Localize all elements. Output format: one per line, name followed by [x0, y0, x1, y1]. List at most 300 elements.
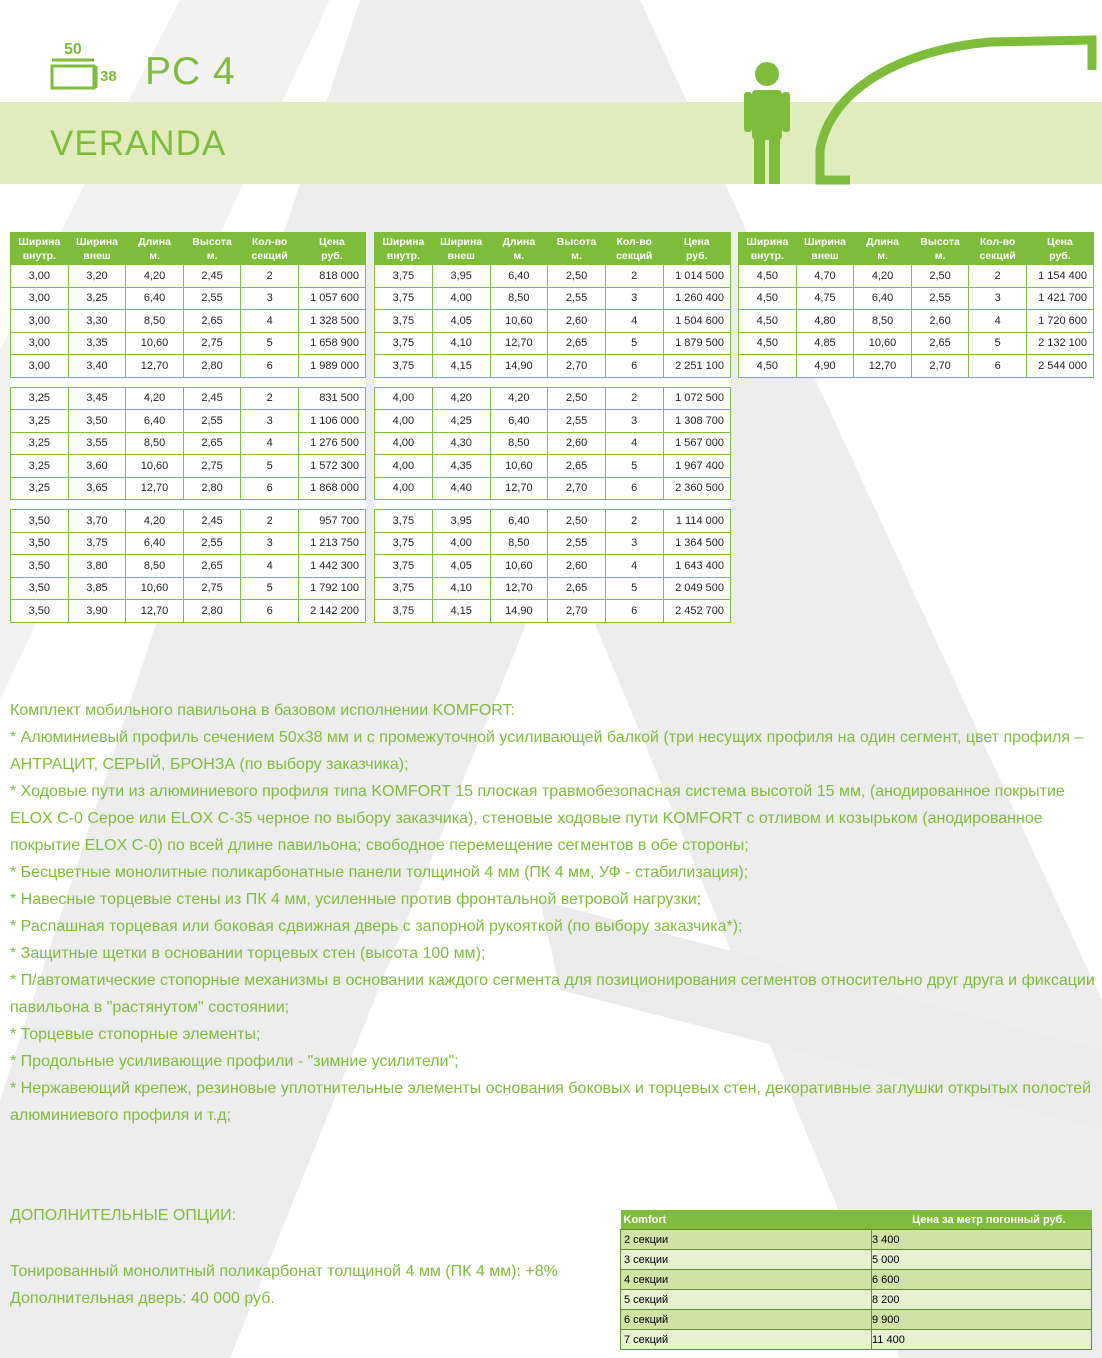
- table-cell: 2,55: [183, 532, 241, 555]
- column-header: [739, 233, 797, 265]
- header-line-2: м.: [934, 249, 946, 262]
- table-cell: 3: [241, 410, 299, 433]
- price-cell: 831 500: [298, 387, 365, 410]
- table-cell: 6,40: [126, 532, 183, 555]
- table-cell: 3,00: [11, 310, 69, 333]
- price-cell: 1 567 000: [663, 432, 730, 455]
- table-cell: 4,20: [126, 510, 183, 533]
- price-cell: 1 504 600: [663, 310, 730, 333]
- table-cell: 4,15: [432, 600, 490, 623]
- header-line-1: Длина: [866, 235, 899, 248]
- table-row: [375, 287, 731, 310]
- description-line: * Ходовые пути из алюминиевого профиля типа KOMFORT 15 плоская травмобезопасная система высотой 15 мм, (анодированное покрытие ELOX C-0 Серое или ELOX C-35 черное по выбору заказчика), стеновые ходовые пути KOMFORT с отливом и козырьком (анодированное покрытие ELOX C-0) по всей длине павильона; свободное перемещение сегментов в обе стороны;: [10, 783, 1065, 854]
- table-cell: 6: [969, 355, 1027, 378]
- table-cell: 3,00: [11, 332, 69, 355]
- table-cell: 6: [241, 600, 299, 623]
- table-cell: 2,70: [911, 355, 969, 378]
- table-cell: 4,70: [796, 265, 854, 288]
- column-header: [432, 233, 490, 265]
- table-row: [375, 600, 731, 623]
- table-cell: 3,50: [68, 410, 126, 433]
- table-cell: 2: [969, 265, 1027, 288]
- price-cell: 1 213 750: [298, 532, 365, 555]
- table-cell: 4,20: [126, 265, 183, 288]
- kit-description: [10, 697, 1100, 1129]
- description-line: * Алюминиевый профиль сечением 50х38 мм и с промежуточной усиливающей балкой (три несущих профиля на один сегмент, цвет профиля – АНТРАЦИТ, СЕРЫЙ, БРОНЗА (по выбору заказчика);: [10, 729, 1084, 773]
- table-cell: 2,80: [183, 355, 241, 378]
- table-cell: 3,75: [375, 287, 433, 310]
- table-cell: 3,70: [68, 510, 126, 533]
- table-cell: 3,45: [68, 387, 126, 410]
- logo-side-value: 38: [100, 68, 117, 85]
- table-cell: 8,50: [854, 310, 911, 333]
- column-header: [490, 233, 548, 265]
- table-cell: 6: [241, 355, 299, 378]
- description-line: * Продольные усиливающие профили - "зимние усилители";: [10, 1053, 459, 1070]
- table-cell: 4,10: [432, 577, 490, 600]
- table-row: [11, 577, 366, 600]
- column-header: [68, 233, 126, 265]
- table-cell: 4,00: [432, 287, 490, 310]
- description-line: * Защитные щетки в основании торцевых стен (высота 100 мм);: [10, 945, 486, 962]
- table-cell: 2,75: [183, 332, 241, 355]
- table-row: [375, 432, 731, 455]
- block-gap: [11, 377, 366, 387]
- table-cell: 8,50: [490, 532, 548, 555]
- table-cell: 5: [241, 577, 299, 600]
- column-header: [663, 233, 730, 265]
- price-cell: 1 720 600: [1026, 310, 1093, 333]
- table-cell: 2,70: [548, 355, 606, 378]
- table-row: [739, 287, 1094, 310]
- komfort-price: 9 900: [872, 1310, 1092, 1330]
- header-line-1: Длина: [138, 235, 171, 248]
- header-line-1: Ширина: [18, 235, 61, 248]
- table-cell: 2,60: [911, 310, 969, 333]
- table-cell: 4,85: [796, 332, 854, 355]
- table-cell: 4,40: [432, 477, 490, 500]
- table-cell: 4,00: [432, 532, 490, 555]
- price-cell: 1 643 400: [663, 555, 730, 578]
- table-cell: 4: [969, 310, 1027, 333]
- table-cell: 6,40: [490, 410, 548, 433]
- price-cell: 1 072 500: [663, 387, 730, 410]
- table-cell: 3,25: [11, 387, 69, 410]
- table-cell: 6,40: [126, 410, 183, 433]
- table-cell: 2,45: [183, 265, 241, 288]
- table-row: [11, 410, 366, 433]
- table-cell: 3,50: [11, 555, 69, 578]
- column-header: [11, 233, 69, 265]
- header-line-1: Ширина: [803, 235, 847, 248]
- header-line-2: внутр.: [386, 249, 420, 262]
- column-header: [298, 233, 365, 265]
- table-cell: 10,60: [490, 555, 548, 578]
- header-line-2: м.: [877, 249, 888, 262]
- table-cell: 4,05: [432, 555, 490, 578]
- header-line-1: Ширина: [75, 235, 119, 248]
- table-cell: 3,75: [375, 532, 433, 555]
- header-line-2: секций: [979, 249, 1016, 262]
- table-cell: 3,80: [68, 555, 126, 578]
- table-row: [11, 310, 366, 333]
- description-line: * Нержавеющий крепеж, резиновые уплотнительные элементы основания боковых и торцевых стен, декоративные заглушки открытых полостей алюминиевого профиля и т.д;: [10, 1080, 1092, 1124]
- column-header: [1026, 233, 1093, 265]
- price-cell: 1 879 500: [663, 332, 730, 355]
- description-line: * П/автоматические стопорные механизмы в основании каждого сегмента для позиционирования сегментов относительно друг друга и фиксации павильона в "растянутом" состоянии;: [10, 972, 1095, 1016]
- table-cell: 10,60: [126, 577, 183, 600]
- table-row: [375, 387, 731, 410]
- deco-illustration: [740, 30, 1102, 190]
- price-cell: 1 442 300: [298, 555, 365, 578]
- table-cell: 4,30: [432, 432, 490, 455]
- table-cell: 10,60: [490, 310, 548, 333]
- table-cell: 6,40: [126, 287, 183, 310]
- table-cell: 3,75: [375, 332, 433, 355]
- table-cell: 8,50: [490, 432, 548, 455]
- table-row: [11, 332, 366, 355]
- table-cell: 3,75: [375, 555, 433, 578]
- komfort-sections: 4 секции: [621, 1270, 872, 1290]
- column-header: [183, 233, 241, 265]
- table-row: [11, 555, 366, 578]
- table-cell: 3,65: [68, 477, 126, 500]
- table-row: [11, 387, 366, 410]
- table-row: [11, 455, 366, 478]
- table-cell: 4,20: [126, 387, 183, 410]
- table-cell: 2,60: [548, 310, 606, 333]
- header-line-2: м.: [571, 249, 582, 262]
- table-row: [375, 577, 731, 600]
- table-cell: 6: [605, 600, 663, 623]
- table-cell: 4: [241, 432, 299, 455]
- table-cell: 4,00: [375, 432, 433, 455]
- table-cell: 2: [241, 387, 299, 410]
- header-line-1: Кол-во: [616, 235, 652, 248]
- komfort-row: [621, 1290, 1092, 1310]
- table-cell: 2,75: [183, 455, 241, 478]
- block-gap: [375, 500, 731, 510]
- option-line: Тонированный монолитный поликарбонат толщиной 4 мм (ПК 4 мм): +8%: [10, 1263, 558, 1280]
- table-cell: 3: [605, 532, 663, 555]
- table-cell: 4,20: [432, 387, 490, 410]
- table-row: [739, 332, 1094, 355]
- price-table-middle: [374, 232, 731, 623]
- table-cell: 4,20: [854, 265, 911, 288]
- table-cell: 2,55: [183, 410, 241, 433]
- table-cell: 4,00: [375, 387, 433, 410]
- price-cell: 1 260 400: [663, 287, 730, 310]
- table-cell: 3,75: [375, 600, 433, 623]
- table-cell: 3,25: [11, 410, 69, 433]
- table-cell: 4,50: [739, 332, 797, 355]
- table-cell: 4,90: [796, 355, 854, 378]
- table-cell: 2,60: [548, 555, 606, 578]
- table-cell: 2,65: [548, 332, 606, 355]
- table-cell: 4,50: [739, 287, 797, 310]
- header-line-2: внеш: [447, 249, 475, 262]
- table-cell: 2,65: [548, 577, 606, 600]
- table-cell: 3,75: [375, 510, 433, 533]
- table-cell: 3,75: [375, 310, 433, 333]
- table-cell: 3,85: [68, 577, 126, 600]
- komfort-sections: 6 секций: [621, 1310, 872, 1330]
- table-cell: 4: [605, 555, 663, 578]
- table-cell: 3,50: [11, 510, 69, 533]
- table-cell: 4,00: [375, 410, 433, 433]
- header-line-2: секций: [616, 249, 653, 262]
- table-cell: 3,25: [68, 287, 126, 310]
- table-row: [11, 477, 366, 500]
- header-line-1: Ширина: [440, 235, 483, 248]
- table-row: [375, 532, 731, 555]
- price-table-left: [10, 232, 366, 623]
- series-title: VERANDA: [50, 124, 227, 163]
- table-row: [375, 355, 731, 378]
- table-cell: 3: [969, 287, 1027, 310]
- table-cell: 2,55: [548, 287, 606, 310]
- table-cell: 3,30: [68, 310, 126, 333]
- table-cell: 4,50: [739, 310, 797, 333]
- table-cell: 6,40: [854, 287, 911, 310]
- table-row: [375, 455, 731, 478]
- komfort-row: [621, 1250, 1092, 1270]
- price-cell: 1 328 500: [298, 310, 365, 333]
- price-cell: 1 364 500: [663, 532, 730, 555]
- header-line-2: м.: [149, 249, 160, 262]
- price-cell: 1 658 900: [298, 332, 365, 355]
- table-cell: 3,55: [68, 432, 126, 455]
- table-cell: 3,95: [432, 510, 490, 533]
- table-cell: 3: [241, 287, 299, 310]
- komfort-row: [621, 1330, 1092, 1350]
- header-line-1: Длина: [502, 235, 536, 248]
- table-row: [375, 332, 731, 355]
- price-cell: 2 360 500: [663, 477, 730, 500]
- komfort-row: [621, 1270, 1092, 1290]
- header-line-1: Цена: [1047, 235, 1073, 248]
- table-cell: 6: [605, 477, 663, 500]
- table-row: [11, 287, 366, 310]
- table-cell: 12,70: [490, 332, 548, 355]
- column-header: [911, 233, 969, 265]
- table-cell: 4,00: [375, 455, 433, 478]
- column-header: [605, 233, 663, 265]
- table-cell: 6,40: [490, 510, 548, 533]
- header-line-2: м.: [206, 249, 218, 262]
- table-cell: 2,80: [183, 477, 241, 500]
- price-cell: 1 792 100: [298, 577, 365, 600]
- table-cell: 2,65: [548, 455, 606, 478]
- komfort-sections: 5 секций: [621, 1290, 872, 1310]
- table-cell: 2: [241, 510, 299, 533]
- table-row: [375, 310, 731, 333]
- header-line-1: Цена: [319, 235, 345, 248]
- price-cell: 1 967 400: [663, 455, 730, 478]
- table-cell: 3,50: [11, 600, 69, 623]
- table-cell: 2,55: [911, 287, 969, 310]
- table-cell: 2,65: [183, 310, 241, 333]
- column-header: [375, 233, 433, 265]
- table-row: [739, 310, 1094, 333]
- table-cell: 3,25: [11, 432, 69, 455]
- table-cell: 2,55: [548, 410, 606, 433]
- table-row: [11, 355, 366, 378]
- table-cell: 2,55: [183, 287, 241, 310]
- profile-section-icon: [50, 38, 140, 99]
- table-cell: 12,70: [126, 355, 183, 378]
- price-cell: 957 700: [298, 510, 365, 533]
- option-line: Дополнительная дверь: 40 000 руб.: [10, 1290, 275, 1307]
- table-row: [11, 510, 366, 533]
- komfort-sections: 2 секции: [621, 1230, 872, 1250]
- table-row: [11, 432, 366, 455]
- column-header: [241, 233, 299, 265]
- price-cell: 1 154 400: [1026, 265, 1093, 288]
- model-title: PC 4: [145, 50, 236, 93]
- table-cell: 4,25: [432, 410, 490, 433]
- options-list: [10, 1258, 570, 1312]
- table-cell: 4,10: [432, 332, 490, 355]
- table-row: [739, 265, 1094, 288]
- table-cell: 3,35: [68, 332, 126, 355]
- table-cell: 3,00: [11, 287, 69, 310]
- table-cell: 14,90: [490, 355, 548, 378]
- table-cell: 8,50: [126, 432, 183, 455]
- price-cell: 1 421 700: [1026, 287, 1093, 310]
- table-cell: 2: [241, 265, 299, 288]
- table-cell: 3,00: [11, 355, 69, 378]
- table-cell: 3,20: [68, 265, 126, 288]
- table-cell: 2: [605, 510, 663, 533]
- table-cell: 5: [605, 332, 663, 355]
- header-line-2: внеш: [83, 249, 111, 262]
- table-cell: 3: [241, 532, 299, 555]
- table-row: [375, 510, 731, 533]
- table-row: [375, 410, 731, 433]
- table-cell: 12,70: [126, 600, 183, 623]
- description-line: * Бесцветные монолитные поликарбонатные панели толщиной 4 мм (ПК 4 мм, УФ - стабилизация);: [10, 864, 749, 881]
- table-cell: 4: [241, 555, 299, 578]
- header-line-2: секций: [251, 249, 288, 262]
- table-cell: 3,50: [11, 577, 69, 600]
- column-header: [126, 233, 183, 265]
- table-cell: 3,50: [11, 532, 69, 555]
- header-line-2: руб.: [686, 249, 708, 262]
- table-cell: 3,75: [375, 355, 433, 378]
- description-line: * Распашная торцевая или боковая сдвижная дверь с запорной рукояткой (по выбору заказчика*);: [10, 918, 743, 935]
- table-cell: 2,50: [548, 510, 606, 533]
- column-header: [969, 233, 1027, 265]
- table-cell: 3,75: [68, 532, 126, 555]
- price-cell: 2 251 100: [663, 355, 730, 378]
- price-cell: 1 572 300: [298, 455, 365, 478]
- table-cell: 2,50: [548, 387, 606, 410]
- table-cell: 4,75: [796, 287, 854, 310]
- komfort-price-table: [620, 1210, 1092, 1350]
- table-cell: 4,15: [432, 355, 490, 378]
- komfort-row: [621, 1310, 1092, 1330]
- table-cell: 3,25: [11, 477, 69, 500]
- column-header: [796, 233, 854, 265]
- table-cell: 6: [605, 355, 663, 378]
- table-cell: 12,70: [490, 477, 548, 500]
- options-title: ДОПОЛНИТЕЛЬНЫЕ ОПЦИИ:: [10, 1207, 237, 1224]
- header-line-2: внутр.: [750, 249, 784, 262]
- header-line-1: Ширина: [382, 235, 425, 248]
- table-cell: 2,70: [548, 477, 606, 500]
- table-row: [375, 265, 731, 288]
- table-cell: 2,75: [183, 577, 241, 600]
- description-line: * Торцевые стопорные элементы;: [10, 1026, 261, 1043]
- table-cell: 10,60: [854, 332, 911, 355]
- table-cell: 3: [605, 410, 663, 433]
- table-cell: 5: [605, 577, 663, 600]
- header-line-2: внутр.: [22, 249, 56, 262]
- table-cell: 2: [605, 387, 663, 410]
- table-cell: 3,00: [11, 265, 69, 288]
- arch-icon: [820, 40, 1092, 180]
- table-cell: 2,80: [183, 600, 241, 623]
- table-cell: 10,60: [126, 332, 183, 355]
- table-row: [11, 265, 366, 288]
- header-line-2: внеш: [811, 249, 839, 262]
- table-cell: 10,60: [490, 455, 548, 478]
- price-cell: 1 308 700: [663, 410, 730, 433]
- header-line-1: Цена: [683, 235, 710, 248]
- komfort-header-label: Komfort: [621, 1210, 872, 1230]
- price-cell: 2 452 700: [663, 600, 730, 623]
- table-cell: 4: [605, 432, 663, 455]
- komfort-price: 3 400: [872, 1230, 1092, 1250]
- table-cell: 3,75: [375, 265, 433, 288]
- table-row: [375, 477, 731, 500]
- table-cell: 2,45: [183, 510, 241, 533]
- table-cell: 5: [605, 455, 663, 478]
- header-line-1: Высота: [192, 235, 232, 248]
- price-cell: 1 868 000: [298, 477, 365, 500]
- header-line-1: Кол-во: [251, 235, 288, 248]
- table-cell: 8,50: [126, 555, 183, 578]
- table-cell: 4,35: [432, 455, 490, 478]
- price-cell: 1 106 000: [298, 410, 365, 433]
- table-cell: 2,65: [911, 332, 969, 355]
- table-cell: 12,70: [854, 355, 911, 378]
- price-cell: 2 544 000: [1026, 355, 1093, 378]
- price-cell: 818 000: [298, 265, 365, 288]
- table-cell: 4,80: [796, 310, 854, 333]
- table-cell: 2,65: [183, 555, 241, 578]
- table-cell: 14,90: [490, 600, 548, 623]
- komfort-sections: 7 секций: [621, 1330, 872, 1350]
- table-cell: 3,95: [432, 265, 490, 288]
- block-gap: [11, 500, 366, 510]
- logo-top-value: 50: [64, 41, 82, 58]
- table-cell: 2,55: [548, 532, 606, 555]
- table-cell: 6: [241, 477, 299, 500]
- table-row: [375, 555, 731, 578]
- table-cell: 12,70: [490, 577, 548, 600]
- table-cell: 3,25: [11, 455, 69, 478]
- table-cell: 4,50: [739, 355, 797, 378]
- price-cell: 1 114 000: [663, 510, 730, 533]
- table-row: [11, 600, 366, 623]
- komfort-price: 8 200: [872, 1290, 1092, 1310]
- description-line: * Навесные торцевые стены из ПК 4 мм, усиленные против фронтальной ветровой нагрузки;: [10, 891, 702, 908]
- header-line-2: руб.: [321, 249, 343, 262]
- price-cell: 2 049 500: [663, 577, 730, 600]
- table-cell: 2,50: [911, 265, 969, 288]
